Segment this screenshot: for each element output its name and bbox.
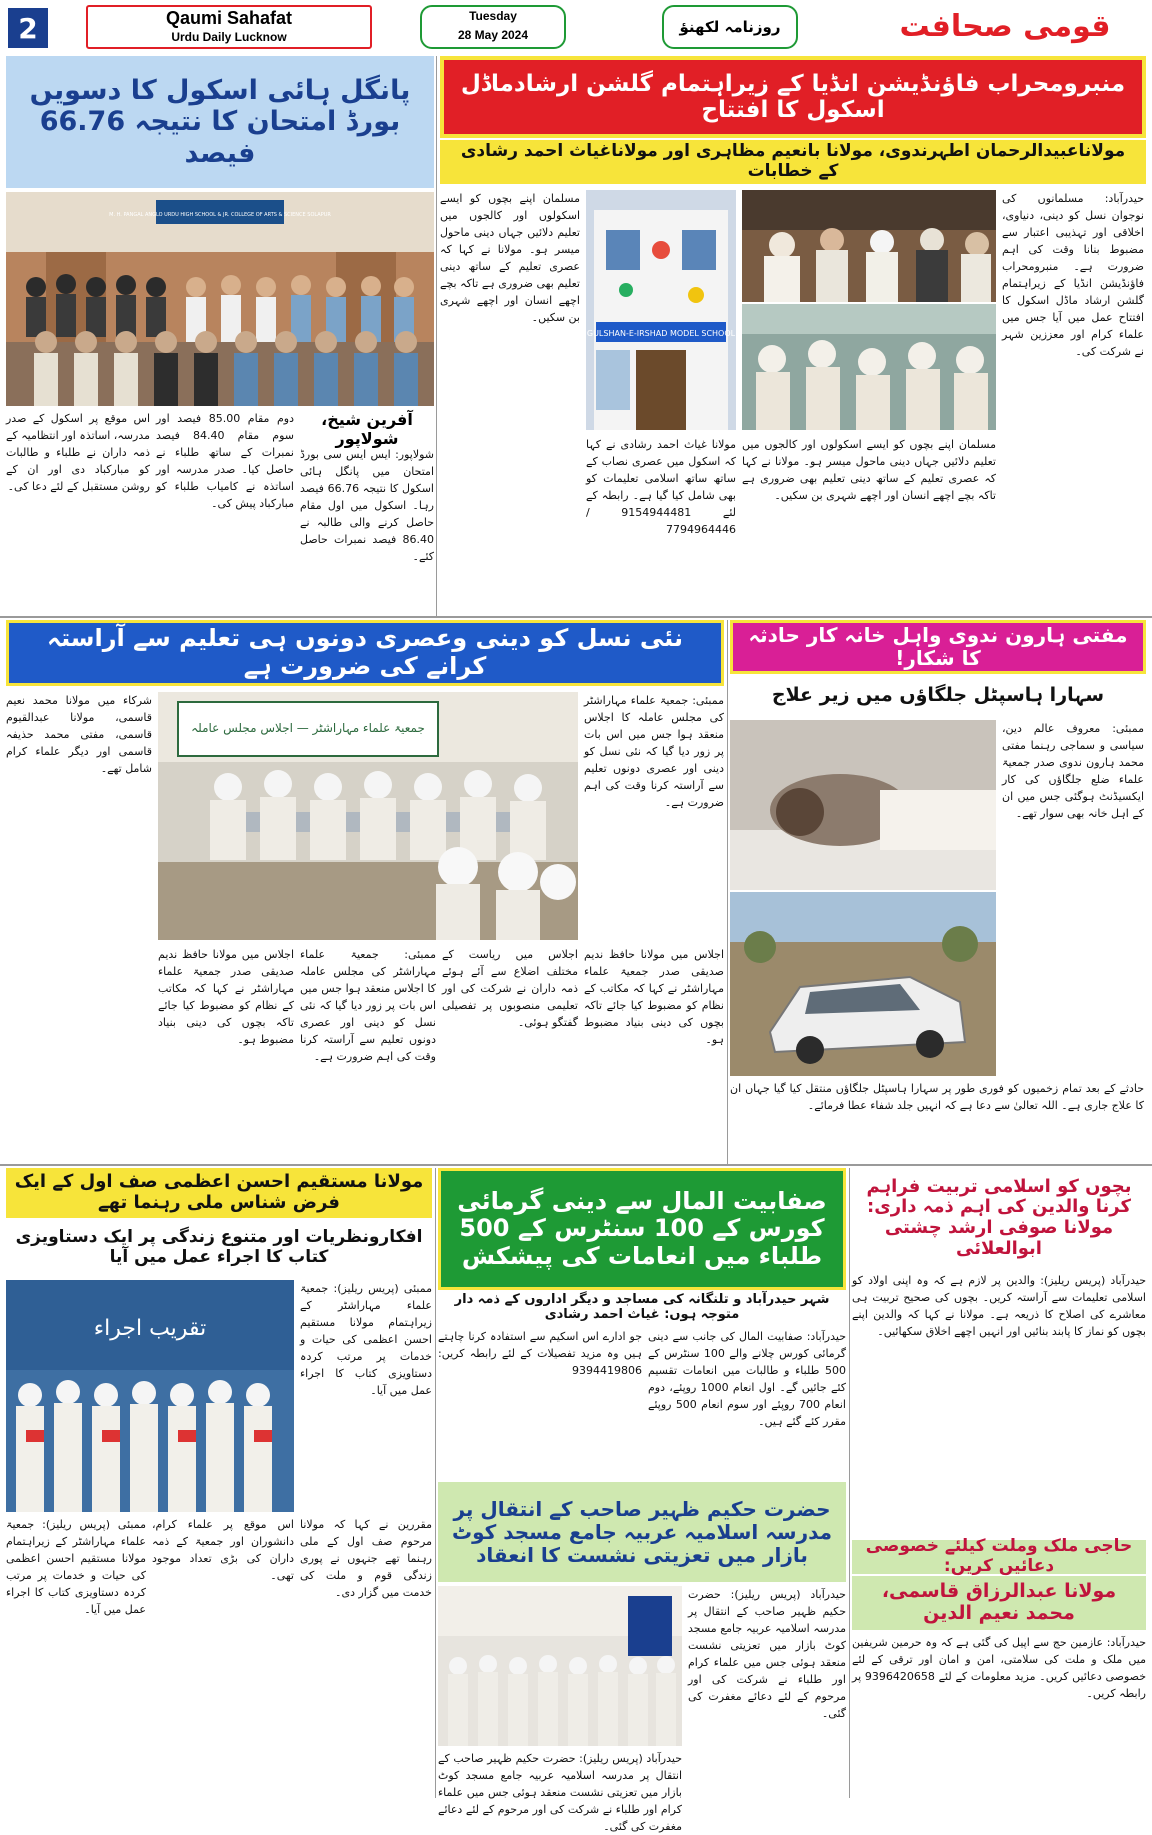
pangal-group-photo [6,192,434,406]
pangal-headline: پانگل ہائی اسکول کا دسویں بورڈ امتحان کا نتیجہ 66.76 فیصد [6,56,434,188]
mufti-haroon-body-1: ممبئی: معروف عالم دین، سیاسی و سماجی رہنما مفتی محمد ہارون ندوی صدر جمعیۃ علماء ضلع جلگاؤں کی کار ایکسیڈنٹ ہوگئی جس میں ان کے اہل خانہ بھی سوار تھے۔ [1002,722,1144,821]
pangal-body-1: شولاپور: ایس ایس سی بورڈ امتحان میں پانگل ہائی اسکول کا نتیجہ 66.76 فیصد رہا۔ اسکول میں اول مقام حاصل کرنے والی طالبہ نے 86.40 فیصد نمبرات حاصل کئے۔ [300,448,434,564]
model-school-body-middle: مسلمان اپنے بچوں کو ایسے اسکولوں اور کالجوں میں تعلیم دلائیں جہاں دینی ماحول میسر ہو۔ مولانا نے کہا کہ عصری تعلیم کے ساتھ دینی تعلیم بھی ضروری ہے تاکہ بچے اچھے انسان اور اچھے شہری بن سکیں۔ [742,438,996,503]
ahsan-azmi-launch-photo [6,1280,294,1512]
model-school-building-photo [586,190,736,430]
divider [435,1168,436,1798]
new-generation-body-bottom-2: اجلاس میں ریاست کے مختلف اضلاع سے آئے ہوئے ذمہ داران نے شرکت کی اور تعلیمی منصوبوں پر تفصیلی گفتگو ہوئی۔ [442,948,578,1030]
safabait-body-1: حیدرآباد: صفابیت المال کی جانب سے دینی گرمائی کورس چلانے والے 100 سنٹرس کے 500 طلباء و طالبات میں انعامات تقسیم کئے جائیں گے۔ اول انعام 1000 روپئے، دوم انعام 700 روپئے اور سوم انعام 500 روپئے مقرر کئے گئے ہیں۔ [648,1330,847,1429]
day: Tuesday [469,9,517,23]
divider [0,616,1152,618]
hakim-zaheer-photo [438,1586,682,1746]
new-generation-body-bottom-1: اجلاس میں مولانا حافظ ندیم صدیقی صدر جمعیۃ علماء مہاراشٹر نے کہا کہ مکاتب کے نظام کو مضبوط کیا جائے تاکہ بچوں کی دینی بنیاد مضبوط ہو۔ [584,948,724,1047]
model-school-subhead: مولاناعبیدالرحمان اطہرندوی، مولانا بانعیم مظاہری اور مولاناغیاث احمد رشادی کے خطابات [440,140,1146,184]
mufti-haroon-hospital-photo [730,720,996,890]
haji-dua-headline: حاجی ملک وملت کیلئے خصوصی دعائیں کریں: [852,1540,1146,1574]
ahsan-azmi-body-c3: ممبئی (پریس ریلیز): جمعیۃ علماء مہاراشٹر کے زیراہتمام مولانا مستقیم احسن اعظمی کی حیات و خدمات پر مرتب کردہ دستاویزی کتاب کا اجراء عمل میں آیا۔ [6,1518,146,1617]
ahsan-azmi-headline: مولانا مستقیم احسن اعظمی صف اول کے ایک فرض شناس ملی رہنما تھے [6,1168,432,1218]
divider [849,1168,850,1798]
english-nameplate [86,5,372,49]
model-school-photo-audience [742,304,996,430]
ahsan-azmi-body-c1: مقررین نے کہا کہ مولانا مرحوم صف اول کے ملی رہنما تھے جنہوں نے پوری زندگی قوم و ملت کی خدمت میں گزار دی۔ [300,1518,432,1600]
new-generation-body-right: ممبئی: جمعیۃ علماء مہاراشٹر کی مجلس عاملہ کا اجلاس منعقد ہوا جس میں اس بات پر زور دیا گیا کہ نئی نسل کو دینی اور عصری دونوں تعلیم سے آراستہ کرنا وقت کی اہم ضرورت ہے۔ [584,694,724,810]
hakim-zaheer-body-2: حیدرآباد (پریس ریلیز): حضرت حکیم ظہیر صاحب کے انتقال پر مدرسہ اسلامیہ عربیہ جامع مسجد کوٹ بازار میں تعزیتی نشست منعقد ہوئی جس میں علماء کرام اور طلباء نے شرکت کی اور مرحوم کے لئے دعائے مغفرت کی گئی۔ [438,1752,682,1834]
model-school-body-left-bottom: مولانا غیاث احمد رشادی نے کہا کہ اسکول میں عصری نصاب کے ساتھ ساتھ اسلامی تعلیمات کو بھی شامل کیا گیا ہے۔ رابطہ کے لئے 9154944481 / 7794964446 [586,438,736,537]
islamic-training-body: حیدرآباد (پریس ریلیز): والدین پر لازم ہے کہ وہ اپنی اولاد کو اسلامی تعلیمات سے آراستہ کریں۔ بچوں کی صحیح تربیت ہی معاشرے کی اصلاح کا ذریعہ ہے۔ مولانا نے کہا کہ والدین اپنے بچوں کو نماز کا پابند بنائیں اور انہیں اچھے اخلاق سکھائیں۔ [852,1274,1146,1339]
pangal-body-2: دوم مقام 85.00 فیصد اور سوم مقام 84.40 فیصد نمبرات کے ساتھ طلباء نے حاصل کیا۔ صدر مدرسہ اور اساتذہ نے کامیاب طلباء کو مبارکباد پیش کی۔ [156,412,294,511]
safabait-subhead: شہر حیدرآباد و تلنگانہ کی مساجد و دیگر اداروں کے ذمہ دار متوجہ ہوں: غیاث احمد رشادی [454,1292,830,1322]
masthead [0,0,1152,52]
hakim-zaheer-body: حیدرآباد (پریس ریلیز): حضرت حکیم ظہیر صاحب کے انتقال پر مدرسہ اسلامیہ عربیہ جامع مسجد کوٹ بازار میں تعزیتی نشست منعقد ہوئی جس میں علماء کرام اور طلباء نے شرکت کی اور مرحوم کے لئے دعائے مغفرت کی گئی۔ [688,1588,846,1721]
new-generation-headline: نئی نسل کو دینی وعصری دونوں ہی تعلیم سے آراستہ کرانے کی ضرورت ہے [6,620,724,686]
model-school-headline: منبرومحراب فاؤنڈیشن انڈیا کے زیراہتمام گلشن ارشادماڈل اسکول کا افتتاح [440,56,1146,138]
divider [0,1164,1152,1166]
haji-dua-subhead: مولانا عبدالرزاق قاسمی، محمد نعیم الدین [852,1576,1146,1630]
safabait-headline: صفابیت المال سے دینی گرمائی کورس کے 100 سنٹرس کے 500 طلباء میں انعامات کی پیشکش [438,1168,846,1290]
paper-name-en: Qaumi Sahafat [165,8,293,28]
divider [727,620,728,1164]
pangal-body-3: اس موقع پر اسکول کے صدر مدرسہ، اساتذہ اور انتظامیہ کے ذمہ داران نے طلباء و طالبات کو مبارکباد دی اور ان کے روشن مستقبل کے لئے دعا کی۔ [6,412,150,494]
launch-banner-text: تقریب اجراء [93,1316,207,1341]
school-sign-text: GULSHAN-E-IRSHAD MODEL SCHOOL [586,329,736,338]
model-school-body-left: مسلمان اپنے بچوں کو ایسے اسکولوں اور کالجوں میں تعلیم دلائیں جہاں دینی ماحول میسر ہو۔ مولانا نے کہا کہ عصری تعلیم کے ساتھ دینی تعلیم بھی ضروری ہے تاکہ بچے اچھے انسان اور اچھے شہری بن سکیں۔ [440,192,580,325]
paper-subtitle-en: Urdu Daily Lucknow [171,30,287,44]
haji-dua-body: حیدرآباد: عازمین حج سے اپیل کی گئی ہے کہ وہ حرمین شریفین میں ملک و ملت کی سلامتی، امن و امان اور ترقی کے لئے خصوصی دعائیں کریں۔ مزید معلومات کے لئے 9396420658 پر رابطہ کریں۔ [852,1636,1146,1701]
pangal-reporter: آفرین شیخ، شولاپور [321,410,413,448]
new-generation-body-bottom-4: اجلاس میں مولانا حافظ ندیم صدیقی صدر جمعیۃ علماء مہاراشٹر نے کہا کہ مکاتب کے نظام کو مضبوط کیا جائے تاکہ بچوں کی دینی بنیاد مضبوط ہو۔ [158,948,294,1047]
divider [436,56,437,616]
date: 28 May 2024 [457,28,529,42]
ahsan-azmi-body-c2: اس موقع پر علماء کرام، دانشوران اور جمعیۃ کے ذمہ داران کی بڑی تعداد موجود تھی۔ [152,1518,294,1583]
mufti-haroon-headline: مفتی ہارون ندوی واہل خانہ کار حادثہ کا شکار! [730,620,1146,674]
islamic-training-headline: بچوں کو اسلامی تربیت فراہم کرنا والدین کی اہم ذمہ داری: مولانا صوفی ارشد چشتی ابوالعلائی [866,1175,1132,1259]
model-school-body-right: حیدرآباد: مسلمانوں کی نوجوان نسل کو دینی، دنیاوی، اخلاقی اور تہذیبی اعتبار سے مضبوط بنانا وقت کی اہم ضرورت ہے۔ منبرومحراب فاؤنڈیشن انڈیا کے زیراہتمام گلشن ارشاد ماڈل اسکول کا افتتاح عمل میں آیا جس میں علماء کرام اور معززین شہر نے شرکت کی۔ [1002,192,1144,359]
mufti-haroon-car-photo [730,892,996,1076]
new-generation-body-left-top: شرکاء میں مولانا محمد نعیم قاسمی، مولانا عبدالقیوم قاسمی، مفتی محمد حذیفہ قاسمی اور دیگر علماء کرام شامل تھے۔ [6,694,152,776]
page-number: 2 [8,8,48,48]
pangal-banner-text: M. H. PANGAL ANGLO URDU HIGH SCHOOL & JR. COLLEGE OF ARTS & SCIENCE SOLAPUR [109,212,331,218]
mufti-haroon-body-2: حادثے کے بعد تمام زخمیوں کو فوری طور پر سہارا ہاسپٹل جلگاؤں منتقل کیا گیا جہاں ان کا علاج جاری ہے۔ اللہ تعالیٰ سے دعا ہے کہ انہیں جلد شفاء عطا فرمائے۔ [730,1082,1144,1113]
meeting-banner-text: جمعیۃ علماء مہاراشٹر — اجلاس مجلس عاملہ [191,721,425,735]
new-generation-body-bottom-3: ممبئی: جمعیۃ علماء مہاراشٹر کی مجلس عاملہ کا اجلاس منعقد ہوا جس میں اس بات پر زور دیا گیا کہ نئی نسل کو دینی اور عصری دونوں تعلیم سے آراستہ کرنا وقت کی اہم ضرورت ہے۔ [300,948,436,1064]
mufti-haroon-subhead: سہارا ہاسپٹل جلگاؤں میں زیر علاج [771,684,1105,707]
ahsan-azmi-body-right: ممبئی (پریس ریلیز): جمعیۃ علماء مہاراشٹر کے زیراہتمام مولانا مستقیم احسن اعظمی کی حیات و خدمات پر مرتب کردہ دستاویزی کتاب کا اجراء عمل میں آیا۔ [300,1282,432,1398]
hakim-zaheer-headline: حضرت حکیم ظہیر صاحب کے انتقال پر مدرسہ اسلامیہ عربیہ جامع مسجد کوٹ بازار میں تعزیتی نشست کا انعقاد [438,1482,846,1582]
date-box [420,5,566,49]
safabait-body-2: جو ادارے اس اسکیم سے استفادہ کرنا چاہتے ہیں وہ مزید تفصیلات کے لئے رابطہ کریں: 9394419806 [438,1330,642,1378]
paper-name-urdu: قومی صحافت [899,8,1111,44]
daily-lucknow-urdu: روزنامہ لکھنؤ [662,5,798,49]
ahsan-azmi-subhead: افکارونظریات اور متنوع زندگی پر ایک دستاویزی کتاب کا اجراء عمل میں آیا [15,1227,423,1267]
new-generation-meeting-photo [158,692,578,940]
model-school-photo-gathering [742,190,996,302]
